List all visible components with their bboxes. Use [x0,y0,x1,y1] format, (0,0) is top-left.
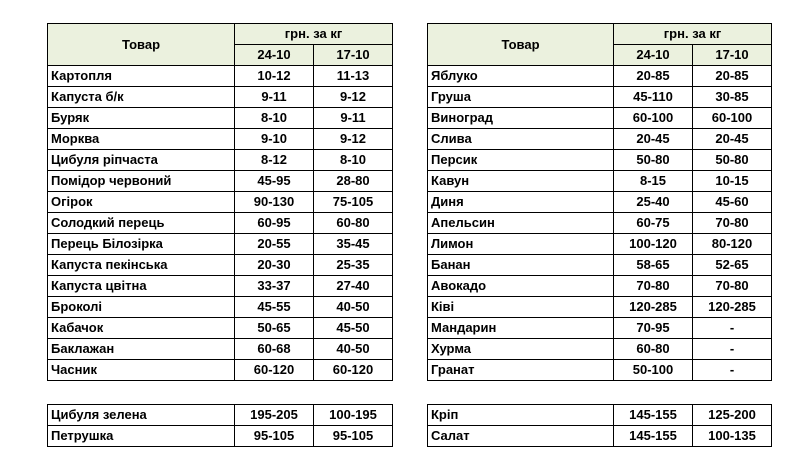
vegetables-price-table [47,23,393,381]
product-column-header: Товар [48,24,235,66]
price-date2-cell: - [693,339,772,360]
price-date1-cell: 145-155 [614,405,693,426]
price-date2-cell: 100-135 [693,426,772,447]
price-date1-cell: 45-95 [235,171,314,192]
price-date2-cell: 30-85 [693,87,772,108]
price-date2-cell: 40-50 [314,339,393,360]
price-date2-cell: 50-80 [693,150,772,171]
product-name-cell: Капуста цвітна [48,276,235,297]
price-date1-cell: 20-45 [614,129,693,150]
price-date1-cell: 95-105 [235,426,314,447]
table-row [48,66,393,87]
table-row [48,192,393,213]
date-header-2: 17-10 [314,45,393,66]
price-date1-cell: 60-80 [614,339,693,360]
table-row [428,405,772,426]
price-date1-cell: 8-15 [614,171,693,192]
table-row [48,171,393,192]
greens-price-table-right [427,404,772,447]
price-date2-cell: 11-13 [314,66,393,87]
price-date2-cell: 70-80 [693,276,772,297]
price-date1-cell: 90-130 [235,192,314,213]
price-date2-cell: 60-120 [314,360,393,381]
price-date2-cell: 45-50 [314,318,393,339]
price-date1-cell: 60-95 [235,213,314,234]
price-date2-cell: 100-195 [314,405,393,426]
price-date2-cell: 10-15 [693,171,772,192]
table-row [48,213,393,234]
price-date1-cell: 60-75 [614,213,693,234]
price-date2-cell: 45-60 [693,192,772,213]
product-name-cell: Морква [48,129,235,150]
table-row [48,276,393,297]
table-row [48,405,393,426]
price-date1-cell: 70-80 [614,276,693,297]
product-name-cell: Яблуко [428,66,614,87]
price-date2-cell: 70-80 [693,213,772,234]
table-row [428,318,772,339]
price-date1-cell: 9-11 [235,87,314,108]
price-date2-cell: 80-120 [693,234,772,255]
product-name-cell: Огірок [48,192,235,213]
price-date1-cell: 8-12 [235,150,314,171]
product-column-header: Товар [428,24,614,66]
table-row [48,297,393,318]
product-name-cell: Хурма [428,339,614,360]
table-row [48,339,393,360]
table-row [428,192,772,213]
product-name-cell: Кавун [428,171,614,192]
product-name-cell: Кріп [428,405,614,426]
product-name-cell: Мандарин [428,318,614,339]
product-name-cell: Буряк [48,108,235,129]
price-date2-cell: 20-45 [693,129,772,150]
price-date1-cell: 20-85 [614,66,693,87]
product-name-cell: Цибуля зелена [48,405,235,426]
product-name-cell: Виноград [428,108,614,129]
price-date1-cell: 120-285 [614,297,693,318]
price-date2-cell: 9-12 [314,129,393,150]
greens-price-table-left [47,404,393,447]
product-name-cell: Груша [428,87,614,108]
table-row [48,108,393,129]
product-name-cell: Часник [48,360,235,381]
product-name-cell: Кабачок [48,318,235,339]
product-name-cell: Гранат [428,360,614,381]
price-date1-cell: 50-100 [614,360,693,381]
table-row [48,255,393,276]
table-row [428,360,772,381]
unit-header: грн. за кг [235,24,393,45]
product-name-cell: Авокадо [428,276,614,297]
table-row [48,360,393,381]
product-name-cell: Броколі [48,297,235,318]
price-date1-cell: 33-37 [235,276,314,297]
table-row [428,66,772,87]
table-row [428,255,772,276]
table-row [428,339,772,360]
table-row [428,129,772,150]
price-date1-cell: 58-65 [614,255,693,276]
price-date1-cell: 50-65 [235,318,314,339]
price-date2-cell: 28-80 [314,171,393,192]
product-name-cell: Петрушка [48,426,235,447]
product-name-cell: Картопля [48,66,235,87]
product-name-cell: Апельсин [428,213,614,234]
table-row [428,150,772,171]
price-date1-cell: 60-100 [614,108,693,129]
table-row [48,426,393,447]
table-row [48,234,393,255]
price-date1-cell: 60-120 [235,360,314,381]
price-date2-cell: 40-50 [314,297,393,318]
price-date2-cell: 9-12 [314,87,393,108]
price-date2-cell: 20-85 [693,66,772,87]
date-header-1: 24-10 [235,45,314,66]
price-date2-cell: 60-100 [693,108,772,129]
price-date1-cell: 8-10 [235,108,314,129]
product-name-cell: Лимон [428,234,614,255]
table-row [428,171,772,192]
table-row [48,318,393,339]
price-date2-cell: 125-200 [693,405,772,426]
product-name-cell: Капуста пекінська [48,255,235,276]
price-date2-cell: 95-105 [314,426,393,447]
price-date2-cell: 52-65 [693,255,772,276]
price-date2-cell: 27-40 [314,276,393,297]
price-date2-cell: 25-35 [314,255,393,276]
price-date1-cell: 145-155 [614,426,693,447]
product-name-cell: Цибуля ріпчаста [48,150,235,171]
product-name-cell: Банан [428,255,614,276]
table-row [428,276,772,297]
price-date1-cell: 45-55 [235,297,314,318]
product-name-cell: Солодкий перець [48,213,235,234]
price-date2-cell: 35-45 [314,234,393,255]
product-name-cell: Диня [428,192,614,213]
price-date1-cell: 20-55 [235,234,314,255]
product-name-cell: Перець Білозірка [48,234,235,255]
price-date1-cell: 25-40 [614,192,693,213]
product-name-cell: Ківі [428,297,614,318]
price-date1-cell: 195-205 [235,405,314,426]
price-date2-cell: 9-11 [314,108,393,129]
price-date1-cell: 45-110 [614,87,693,108]
price-date2-cell: 60-80 [314,213,393,234]
product-name-cell: Баклажан [48,339,235,360]
table-row [48,87,393,108]
price-date2-cell: - [693,360,772,381]
price-date1-cell: 60-68 [235,339,314,360]
product-name-cell: Капуста б/к [48,87,235,108]
product-name-cell: Персик [428,150,614,171]
price-date1-cell: 10-12 [235,66,314,87]
product-name-cell: Салат [428,426,614,447]
table-row [48,129,393,150]
date-header-1: 24-10 [614,45,693,66]
table-row [428,234,772,255]
price-date1-cell: 9-10 [235,129,314,150]
table-row [428,297,772,318]
price-date2-cell: - [693,318,772,339]
price-date2-cell: 8-10 [314,150,393,171]
table-row [428,108,772,129]
table-row [48,150,393,171]
price-date2-cell: 75-105 [314,192,393,213]
price-date1-cell: 100-120 [614,234,693,255]
price-date1-cell: 50-80 [614,150,693,171]
table-row [428,87,772,108]
fruits-price-table [427,23,772,381]
price-date2-cell: 120-285 [693,297,772,318]
product-name-cell: Помідор червоний [48,171,235,192]
unit-header: грн. за кг [614,24,772,45]
price-date1-cell: 20-30 [235,255,314,276]
table-row [428,213,772,234]
table-row [428,426,772,447]
date-header-2: 17-10 [693,45,772,66]
price-date1-cell: 70-95 [614,318,693,339]
product-name-cell: Слива [428,129,614,150]
